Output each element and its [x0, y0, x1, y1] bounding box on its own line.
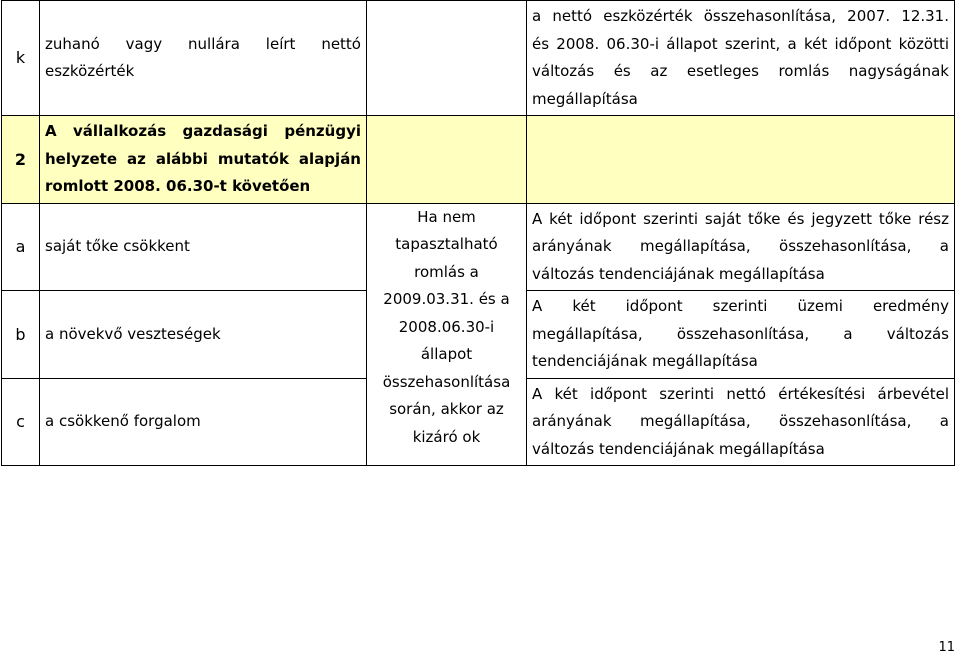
row-letter: c — [2, 378, 40, 466]
description-line: helyzete az alábbi mutatók alapján — [45, 149, 361, 168]
description-line: eszközérték — [45, 62, 135, 80]
page-number: 11 — [938, 640, 955, 655]
analysis-line: és 2008. 06.30-i állapot szerint, a két időpont közötti — [532, 34, 949, 53]
condition-line: 2009.03.31. és a — [383, 290, 510, 308]
analysis-line: arányának megállapítása, összehasonlítása, a — [532, 237, 949, 255]
description-line: A vállalkozás gazdasági pénzügyi — [45, 122, 361, 140]
merged-condition-cell — [367, 203, 527, 466]
row-description — [40, 203, 367, 291]
analysis-line: változás és az esetleges romlás nagyságának — [532, 62, 949, 80]
description-line: zuhanó vagy nullára leírt nettó — [45, 34, 361, 53]
description-line: saját tőke csökkent — [45, 237, 190, 255]
table-row-2 — [2, 116, 955, 204]
analysis-line: arányának megállapítása, összehasonlítása, a — [532, 412, 949, 430]
row-letter: 2 — [2, 116, 40, 204]
table-row-a — [2, 203, 955, 291]
description-line: romlott 2008. 06.30-t követően — [45, 177, 311, 195]
condition-line: 2008.06.30-i állapot — [398, 317, 495, 363]
analysis-line: megállapítása — [532, 89, 638, 108]
row-analysis — [527, 116, 955, 204]
row-description — [40, 116, 367, 204]
row-letter: k — [2, 1, 40, 116]
row-analysis — [527, 1, 955, 116]
row-description — [40, 291, 367, 379]
description-line: a csökkenő forgalom — [45, 412, 201, 430]
condition-line: romlás a — [414, 262, 479, 281]
analysis-line: megállapítása, összehasonlítása, a változás — [532, 324, 949, 343]
analysis-line: A két időpont szerinti saját tőke és jegyzett tőke rész — [532, 209, 949, 228]
analysis-line: A két időpont szerinti nettó értékesítési árbevétel — [532, 384, 949, 403]
analysis-line: tendenciájának megállapítása — [532, 352, 758, 370]
row-analysis — [527, 291, 955, 379]
analysis-line: változás tendenciájának megállapítása — [532, 439, 825, 458]
condition-cell — [367, 116, 527, 204]
analysis-line: változás tendenciájának megállapítása — [532, 264, 825, 283]
condition-cell — [367, 1, 527, 116]
criteria-table — [1, 0, 955, 466]
condition-line: tapasztalható — [395, 235, 498, 253]
row-analysis — [527, 378, 955, 466]
condition-line: kizáró ok — [412, 427, 481, 446]
row-analysis — [527, 203, 955, 291]
row-letter: a — [2, 203, 40, 291]
description-line: a növekvő veszteségek — [45, 324, 221, 343]
row-letter: b — [2, 291, 40, 379]
row-description — [40, 378, 367, 466]
analysis-line: a nettó eszközérték összehasonlítása, 2007. 12.31. — [532, 7, 949, 25]
condition-line: Ha nem — [417, 207, 476, 226]
table-row-k — [2, 1, 955, 116]
analysis-line: A két időpont szerinti üzemi eredmény — [532, 297, 949, 315]
row-description — [40, 1, 367, 116]
condition-line: összehasonlítása — [382, 372, 511, 391]
condition-line: során, akkor az — [389, 400, 504, 418]
